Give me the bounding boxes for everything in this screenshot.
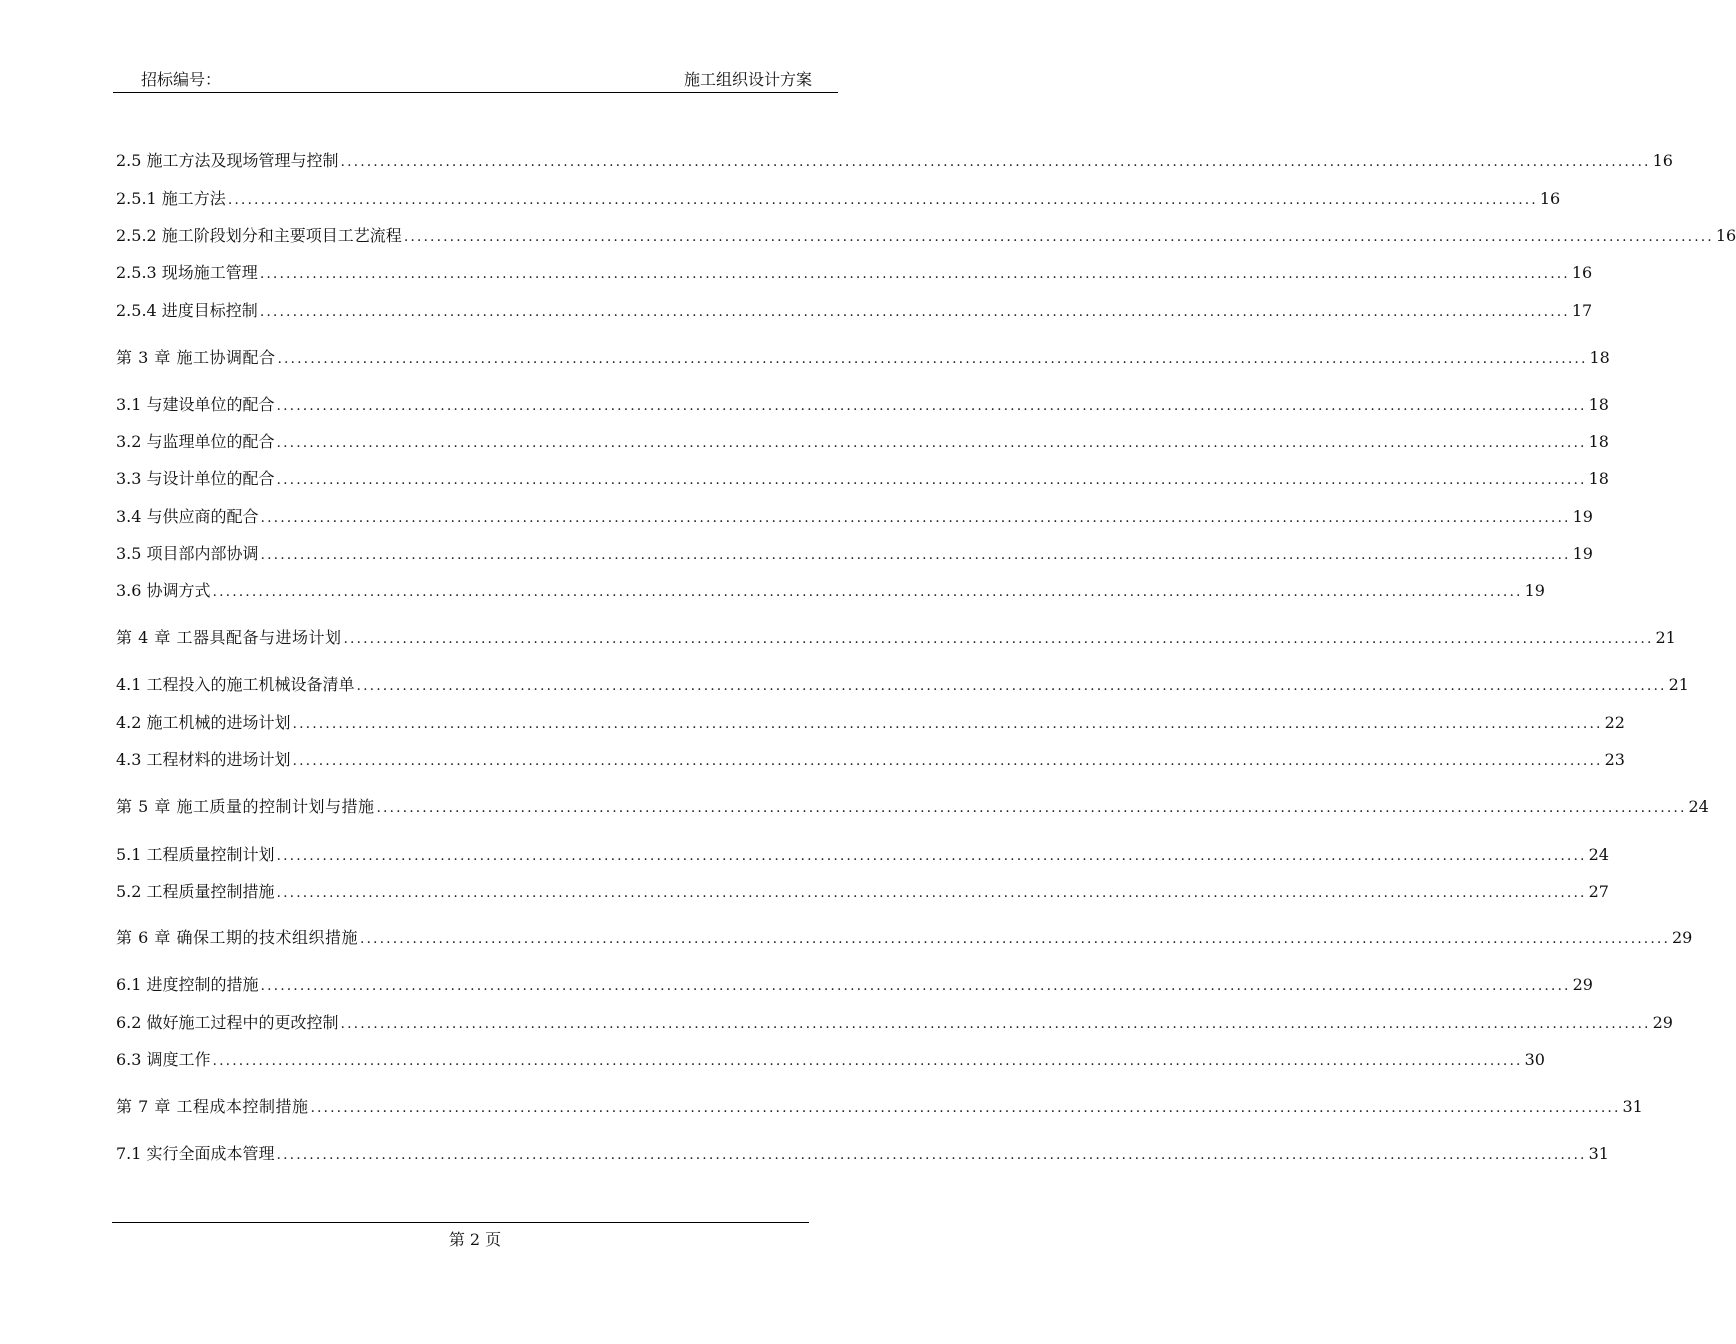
toc-section-entry[interactable] [116, 1141, 1609, 1165]
toc-entry-title: 5.1 工程质量控制计划 [116, 845, 275, 864]
footer-divider [112, 1222, 809, 1223]
toc-entry-page: 21 [1668, 675, 1689, 694]
toc-entry-page: 16 [1652, 151, 1673, 170]
toc-dot-leader: ........................................................................................................................................................................................................ [276, 435, 1587, 451]
bid-number-label: 招标编号： [141, 70, 222, 89]
toc-section-entry[interactable] [116, 1010, 1673, 1034]
page-number: 第 2 页 [448, 1230, 502, 1249]
toc-entry-title: 6.1 进度控制的措施 [116, 975, 259, 994]
toc-section-entry[interactable] [116, 972, 1593, 996]
toc-dot-leader: ........................................................................................................................................................................................................ [276, 398, 1587, 414]
toc-entry-title: 2.5.2 施工阶段划分和主要项目工艺流程 [116, 226, 402, 245]
toc-section-entry[interactable] [116, 223, 1736, 247]
toc-dot-leader: ........................................................................................................................................................................................................ [277, 351, 1588, 367]
toc-section-entry[interactable] [116, 148, 1673, 172]
toc-dot-leader: ........................................................................................................................................................................................................ [340, 1016, 1651, 1032]
toc-dot-leader: ........................................................................................................................................................................................................ [292, 716, 1603, 732]
toc-entry-title: 第 5 章 施工质量的控制计划与措施 [116, 797, 375, 816]
toc-entry-page: 18 [1588, 469, 1609, 488]
toc-section-entry[interactable] [116, 842, 1609, 866]
toc-dot-leader: ........................................................................................................................................................................................................ [260, 547, 1571, 563]
page-header [113, 62, 838, 93]
toc-dot-leader: ........................................................................................................................................................................................................ [276, 472, 1587, 488]
toc-entry-title: 6.2 做好施工过程中的更改控制 [116, 1013, 339, 1032]
toc-entry-page: 21 [1655, 628, 1676, 647]
toc-dot-leader: ........................................................................................................................................................................................................ [359, 931, 1670, 947]
toc-dot-leader: ........................................................................................................................................................................................................ [212, 1053, 1523, 1069]
toc-section-entry[interactable] [116, 392, 1609, 416]
toc-entry-page: 23 [1604, 750, 1625, 769]
toc-entry-title: 6.3 调度工作 [116, 1050, 211, 1069]
toc-entry-page: 22 [1604, 713, 1625, 732]
toc-section-entry[interactable] [116, 710, 1625, 734]
toc-chapter-entry[interactable] [116, 794, 1709, 818]
toc-section-entry[interactable] [116, 298, 1593, 322]
toc-chapter-entry[interactable] [116, 345, 1610, 369]
toc-entry-page: 16 [1539, 189, 1561, 208]
toc-dot-leader: ........................................................................................................................................................................................................ [343, 631, 1654, 647]
toc-section-entry[interactable] [116, 1047, 1545, 1071]
toc-entry-page: 17 [1571, 301, 1593, 320]
toc-chapter-entry[interactable] [116, 1094, 1643, 1118]
toc-entry-page: 18 [1589, 348, 1610, 367]
toc-dot-leader: ........................................................................................................................................................................................................ [260, 510, 1571, 526]
toc-entry-title: 4.1 工程投入的施工机械设备清单 [116, 675, 355, 694]
toc-section-entry[interactable] [116, 429, 1609, 453]
toc-entry-title: 第 7 章 工程成本控制措施 [116, 1097, 309, 1116]
toc-entry-title: 第 3 章 施工协调配合 [116, 348, 276, 367]
toc-dot-leader: ........................................................................................................................................................................................................ [260, 978, 1571, 994]
toc-entry-page: 24 [1588, 845, 1609, 864]
document-title: 施工组织设计方案 [683, 70, 812, 89]
toc-dot-leader: ........................................................................................................................................................................................................ [356, 678, 1667, 694]
toc-section-entry[interactable] [116, 466, 1609, 490]
toc-section-entry[interactable] [116, 541, 1593, 565]
toc-section-entry[interactable] [116, 578, 1545, 602]
toc-entry-page: 19 [1524, 581, 1545, 600]
toc-entry-page: 29 [1572, 975, 1593, 994]
toc-dot-leader: ........................................................................................................................................................................................................ [276, 1147, 1587, 1163]
toc-entry-title: 2.5.3 现场施工管理 [116, 263, 258, 282]
toc-entry-page: 16 [1571, 263, 1593, 282]
toc-dot-leader: ........................................................................................................................................................................................................ [227, 192, 1538, 208]
toc-chapter-entry[interactable] [116, 625, 1676, 649]
toc-dot-leader: ........................................................................................................................................................................................................ [259, 266, 1570, 282]
toc-entry-title: 第 6 章 确保工期的技术组织措施 [116, 928, 358, 947]
toc-dot-leader: ........................................................................................................................................................................................................ [403, 229, 1714, 245]
toc-entry-page: 31 [1588, 1144, 1609, 1163]
toc-entry-page: 16 [1715, 226, 1736, 245]
toc-dot-leader: ........................................................................................................................................................................................................ [259, 304, 1570, 320]
toc-entry-title: 2.5.1 施工方法 [116, 189, 226, 208]
toc-entry-title: 3.1 与建设单位的配合 [116, 395, 275, 414]
toc-section-entry[interactable] [116, 672, 1689, 696]
toc-entry-page: 27 [1588, 882, 1609, 901]
toc-dot-leader: ........................................................................................................................................................................................................ [212, 584, 1523, 600]
toc-entry-title: 3.6 协调方式 [116, 581, 211, 600]
toc-dot-leader: ........................................................................................................................................................................................................ [376, 800, 1687, 816]
toc-entry-page: 29 [1672, 928, 1693, 947]
toc-entry-page: 24 [1688, 797, 1709, 816]
toc-section-entry[interactable] [116, 747, 1625, 771]
toc-chapter-entry[interactable] [116, 925, 1693, 949]
toc-entry-title: 5.2 工程质量控制措施 [116, 882, 275, 901]
toc-section-entry[interactable] [116, 260, 1593, 284]
toc-dot-leader: ........................................................................................................................................................................................................ [310, 1100, 1621, 1116]
toc-entry-page: 18 [1588, 395, 1609, 414]
toc-section-entry[interactable] [116, 879, 1609, 903]
toc-entry-title: 3.2 与监理单位的配合 [116, 432, 275, 451]
toc-entry-page: 19 [1572, 507, 1593, 526]
toc-dot-leader: ........................................................................................................................................................................................................ [276, 885, 1587, 901]
toc-entry-page: 19 [1572, 544, 1593, 563]
toc-section-entry[interactable] [116, 186, 1561, 210]
toc-entry-title: 4.2 施工机械的进场计划 [116, 713, 291, 732]
toc-entry-title: 3.3 与设计单位的配合 [116, 469, 275, 488]
toc-entry-title: 3.4 与供应商的配合 [116, 507, 259, 526]
toc-entry-page: 30 [1524, 1050, 1545, 1069]
toc-entry-title: 3.5 项目部内部协调 [116, 544, 259, 563]
toc-entry-title: 4.3 工程材料的进场计划 [116, 750, 291, 769]
toc-entry-title: 7.1 实行全面成本管理 [116, 1144, 275, 1163]
toc-entry-title: 2.5.4 进度目标控制 [116, 301, 258, 320]
toc-entry-title: 第 4 章 工器具配备与进场计划 [116, 628, 342, 647]
toc-entry-page: 18 [1588, 432, 1609, 451]
toc-entry-title: 2.5 施工方法及现场管理与控制 [116, 151, 339, 170]
toc-dot-leader: ........................................................................................................................................................................................................ [292, 753, 1603, 769]
toc-entry-page: 31 [1622, 1097, 1643, 1116]
toc-dot-leader: ........................................................................................................................................................................................................ [340, 154, 1651, 170]
toc-dot-leader: ........................................................................................................................................................................................................ [276, 848, 1587, 864]
toc-section-entry[interactable] [116, 504, 1593, 528]
toc-entry-page: 29 [1652, 1013, 1673, 1032]
